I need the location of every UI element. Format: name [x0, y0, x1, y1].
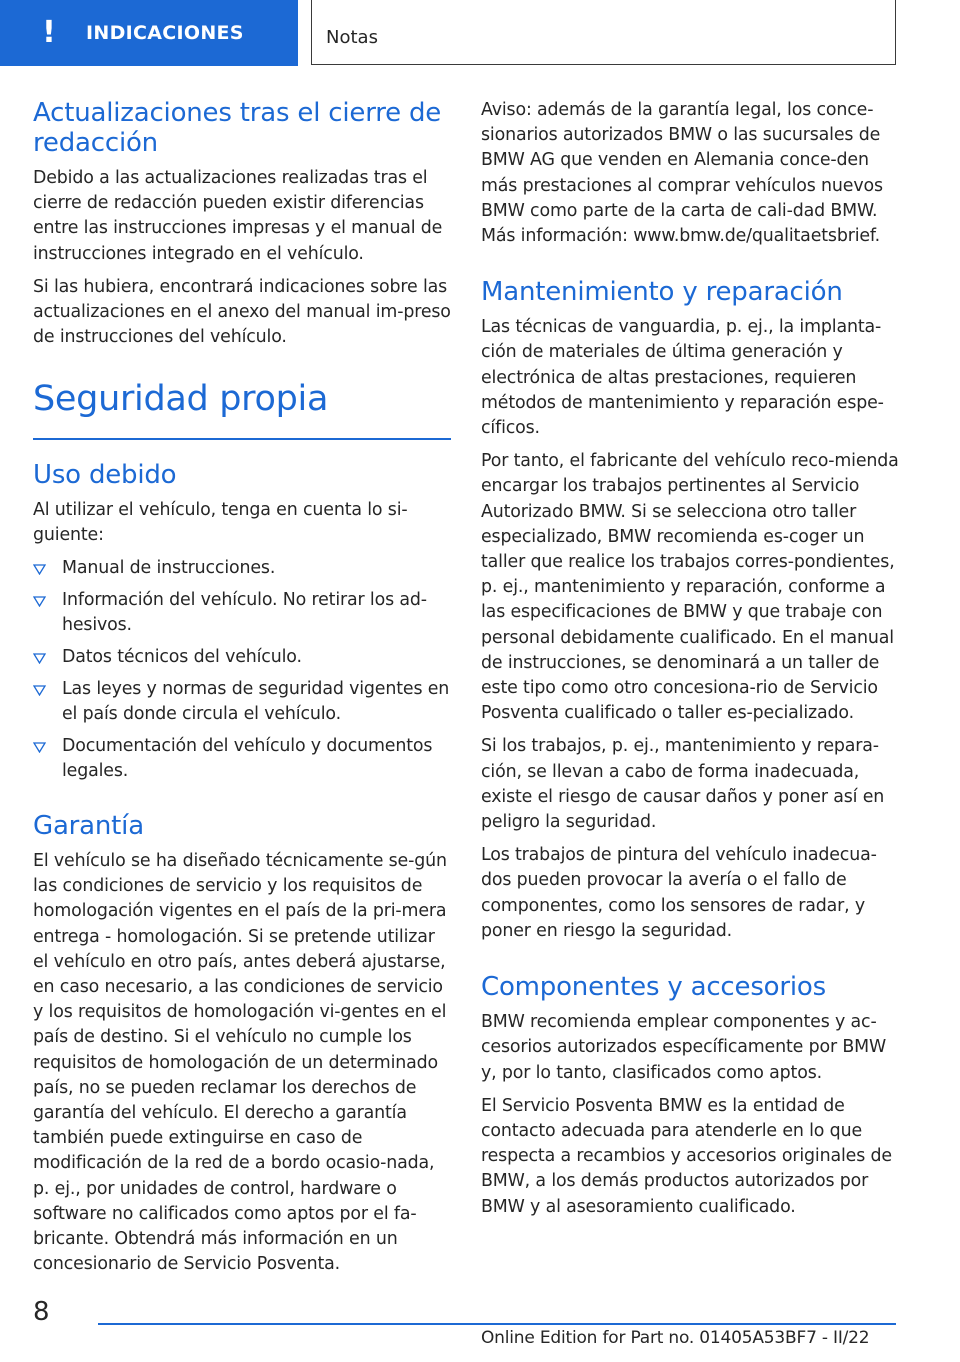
- triangle-bullet-icon: [33, 685, 46, 696]
- paragraph-notice: Aviso: además de la garantía legal, los conce‐sionarios autorizados BMW o las sucursales de BMW AG que venden en Alemania conce‐den más prestaciones al comprar vehículos nuevos BMW como parte de la carta de cali‐dad BMW. Más información: www.bmw.de/qualitaetsbrief.: [481, 100, 883, 247]
- page-footer: [0, 1290, 960, 1362]
- heading-maintenance: Mantenimiento y reparación: [481, 277, 843, 308]
- paragraph-proper-use: Al utilizar el vehículo, tenga en cuenta lo si‐guiente:: [33, 499, 408, 546]
- left-column: [33, 98, 451, 1277]
- section-tab-label: INDICACIONES: [86, 22, 244, 44]
- triangle-bullet-icon: [33, 742, 46, 753]
- paragraph-updates-2: Si las hubiera, encontrará indicaciones sobre las actualizaciones en el anexo del manual im‐preso de instrucciones del vehículo.: [33, 276, 451, 348]
- triangle-bullet-icon: [33, 653, 46, 664]
- paragraph-parts-1: BMW recomienda emplear componentes y ac‐cesorios autorizados específicamente por BMW y, por lo tanto, clasificados como aptos.: [481, 1012, 887, 1083]
- notes-tab-label: Notas: [326, 27, 378, 48]
- heading-warranty: Garantía: [33, 810, 144, 841]
- paragraph-maintenance-2: Por tanto, el fabricante del vehículo reco‐mienda encargar los trabajos pertinentes al Servicio Autorizado BMW. Si se selecciona otro taller especializado, BMW recomienda es‐coger un taller que realice los trabajos corres‐pondientes, p. ej., mantenimiento y reparación, conforme a las especificaciones de BMW y que trabaje con personal debidamente cualificado. En el manual de instrucciones, se denominará a un taller de este tipo como otro concesiona‐rio de Servicio Posventa cualificado o taller es‐pecializado.: [481, 451, 899, 724]
- page-number: 8: [33, 1297, 50, 1327]
- list-item: Documentación del vehículo y documentos legales.: [33, 734, 451, 784]
- paragraph-maintenance-4: Los trabajos de pintura del vehículo inadecua‐dos pueden provocar la avería o el fallo de componentes, como los sensores de radar, y poner en riesgo la seguridad.: [481, 845, 877, 941]
- paragraph-warranty: El vehículo se ha diseñado técnicamente se‐gún las condiciones de servicio y los requisitos de homologación vigentes en el país de la pri‐mera entrega - homologación. Si se pretende utilizar el vehículo en otro país, antes deberá ajustarse, en caso necesario, a las condiciones de servicio y los requisitos de homologación vi‐gentes en el país de destino. Si el vehículo no cumple los requisitos de homologación de un determinado país, no se pueden reclamar los derechos de garantía del vehículo. El derecho a garantía también puede extinguirse en caso de modificación de la red de a bordo ocasio‐nada, p. ej., por unidades de control, hardware o software no calificados como aptos por el fa‐bricante. Obtendrá más información en un concesionario de Servicio Posventa.: [33, 850, 447, 1275]
- paragraph-maintenance-1: Las técnicas de vanguardia, p. ej., la implanta‐ción de materiales de última generación y electrónica de altas prestaciones, requieren métodos de mantenimiento y reparación espe‐cíficos.: [481, 317, 884, 439]
- heading-proper-use: Uso debido: [33, 459, 177, 490]
- exclamation-icon: !: [42, 15, 56, 50]
- paragraph-parts-2: El Servicio Posventa BMW es la entidad de contacto adecuada para atenderle en lo que respecta a recambios y accesorios originales de BMW, a los demás productos autorizados por BMW y al asesoramiento cualificado.: [481, 1095, 892, 1217]
- usage-list: [33, 556, 451, 784]
- list-item: Información del vehículo. No retirar los ad‐hesivos.: [33, 588, 451, 638]
- page-header: [0, 0, 960, 66]
- notes-tab: [311, 0, 896, 65]
- heading-parts: Componentes y accesorios: [481, 972, 826, 1003]
- edition-text: Online Edition for Part no. 01405A53BF7 - II/22: [481, 1328, 870, 1348]
- list-item: Las leyes y normas de seguridad vigentes en el país donde circula el vehículo.: [33, 677, 451, 727]
- triangle-bullet-icon: [33, 596, 46, 607]
- paragraph-maintenance-3: Si los trabajos, p. ej., mantenimiento y repara‐ción, se llevan a cabo de forma inadecuada, existe el riesgo de causar daños y poner así en peligro la seguridad.: [481, 736, 885, 833]
- footer-rule: [98, 1323, 896, 1325]
- right-column: [481, 98, 899, 1220]
- heading-updates: Actualizaciones tras el cierre de redacción: [33, 98, 442, 158]
- section-tab-indicaciones: [0, 0, 298, 66]
- heading-security: Seguridad propia: [33, 379, 329, 420]
- triangle-bullet-icon: [33, 564, 46, 575]
- list-item: Datos técnicos del vehículo.: [33, 645, 451, 670]
- paragraph-updates-1: Debido a las actualizaciones realizadas tras el cierre de redacción pueden existir diferencias entre las instrucciones impresas y el manual de instrucciones integrado en el vehículo.: [33, 168, 443, 264]
- list-item: Manual de instrucciones.: [33, 556, 451, 581]
